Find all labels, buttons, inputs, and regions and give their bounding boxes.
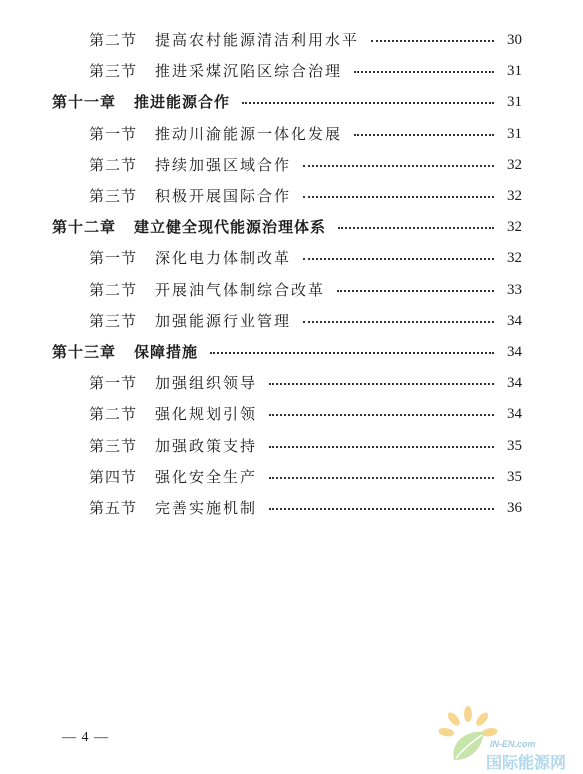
dot-leader xyxy=(269,383,494,385)
section-number: 第二节 xyxy=(89,31,138,49)
page-reference: 32 xyxy=(507,250,522,266)
section-number: 第二节 xyxy=(89,405,138,423)
chapter-number: 第十二章 xyxy=(52,218,117,236)
page-reference: 34 xyxy=(507,313,522,329)
dot-leader xyxy=(269,446,494,448)
toc-section-row xyxy=(89,310,522,332)
page-reference: 33 xyxy=(507,282,522,298)
dot-leader xyxy=(337,290,494,292)
watermark-domain: IN-EN.com xyxy=(490,739,536,749)
page-reference: 31 xyxy=(507,94,522,110)
section-title: 积极开展国际合作 xyxy=(155,187,292,205)
chapter-title: 推进能源合作 xyxy=(134,93,231,111)
dot-leader xyxy=(338,227,494,229)
dot-leader xyxy=(371,40,494,42)
toc-chapter-row xyxy=(52,91,522,113)
section-title: 加强能源行业管理 xyxy=(155,312,292,330)
toc-section-row xyxy=(89,279,522,301)
page-reference: 31 xyxy=(507,63,522,79)
page-reference: 32 xyxy=(507,188,522,204)
chapter-title: 保障措施 xyxy=(134,343,199,361)
section-number: 第三节 xyxy=(89,437,138,455)
page-reference: 34 xyxy=(507,344,522,360)
chapter-number: 第十三章 xyxy=(52,343,117,361)
section-title: 开展油气体制综合改革 xyxy=(155,281,326,299)
page-reference: 34 xyxy=(507,406,522,422)
page-reference: 32 xyxy=(507,157,522,173)
section-title: 完善实施机制 xyxy=(155,499,258,517)
section-title: 强化规划引领 xyxy=(155,405,258,423)
toc-section-row xyxy=(89,29,522,51)
toc-section-row xyxy=(89,60,522,82)
page-reference: 30 xyxy=(507,32,522,48)
toc-section-row xyxy=(89,185,522,207)
toc-section-row xyxy=(89,497,522,519)
section-title: 加强组织领导 xyxy=(155,374,258,392)
section-number: 第三节 xyxy=(89,187,138,205)
page-reference: 36 xyxy=(507,500,522,516)
section-number: 第一节 xyxy=(89,374,138,392)
section-number: 第五节 xyxy=(89,499,138,517)
watermark-brand-name: 国际能源网 xyxy=(486,753,567,772)
toc-section-row xyxy=(89,247,522,269)
toc-section-row xyxy=(89,372,522,394)
toc-section-row xyxy=(89,154,522,176)
toc-section-row xyxy=(89,123,522,145)
page-reference: 31 xyxy=(507,126,522,142)
watermark xyxy=(432,702,582,774)
toc-section-row xyxy=(89,403,522,425)
section-number: 第三节 xyxy=(89,312,138,330)
section-title: 强化安全生产 xyxy=(155,468,258,486)
section-number: 第二节 xyxy=(89,281,138,299)
section-number: 第一节 xyxy=(89,125,138,143)
section-title: 持续加强区域合作 xyxy=(155,156,292,174)
page-reference: 35 xyxy=(507,438,522,454)
section-title: 深化电力体制改革 xyxy=(155,249,292,267)
section-number: 第四节 xyxy=(89,468,138,486)
dot-leader xyxy=(303,196,494,198)
dot-leader xyxy=(269,414,494,416)
dot-leader xyxy=(269,477,494,479)
dot-leader xyxy=(303,321,494,323)
toc-section-row xyxy=(89,466,522,488)
section-title: 提高农村能源清洁利用水平 xyxy=(155,31,360,49)
dot-leader xyxy=(303,165,494,167)
page-reference: 35 xyxy=(507,469,522,485)
dot-leader xyxy=(354,134,494,136)
chapter-number: 第十一章 xyxy=(52,93,117,111)
dot-leader xyxy=(242,102,494,104)
page-reference: 32 xyxy=(507,219,522,235)
chapter-title: 建立健全现代能源治理体系 xyxy=(134,218,327,236)
dot-leader xyxy=(303,258,494,260)
section-title: 加强政策支持 xyxy=(155,437,258,455)
section-number: 第一节 xyxy=(89,249,138,267)
section-number: 第二节 xyxy=(89,156,138,174)
dot-leader xyxy=(269,508,494,510)
section-title: 推动川渝能源一体化发展 xyxy=(155,125,343,143)
dot-leader xyxy=(354,71,494,73)
toc-chapter-row xyxy=(52,216,522,238)
page-number: — 4 — xyxy=(62,730,109,745)
page-reference: 34 xyxy=(507,375,522,391)
section-number: 第三节 xyxy=(89,62,138,80)
section-title: 推进采煤沉陷区综合治理 xyxy=(155,62,343,80)
dot-leader xyxy=(210,352,494,354)
toc-chapter-row xyxy=(52,341,522,363)
toc-section-row xyxy=(89,435,522,457)
